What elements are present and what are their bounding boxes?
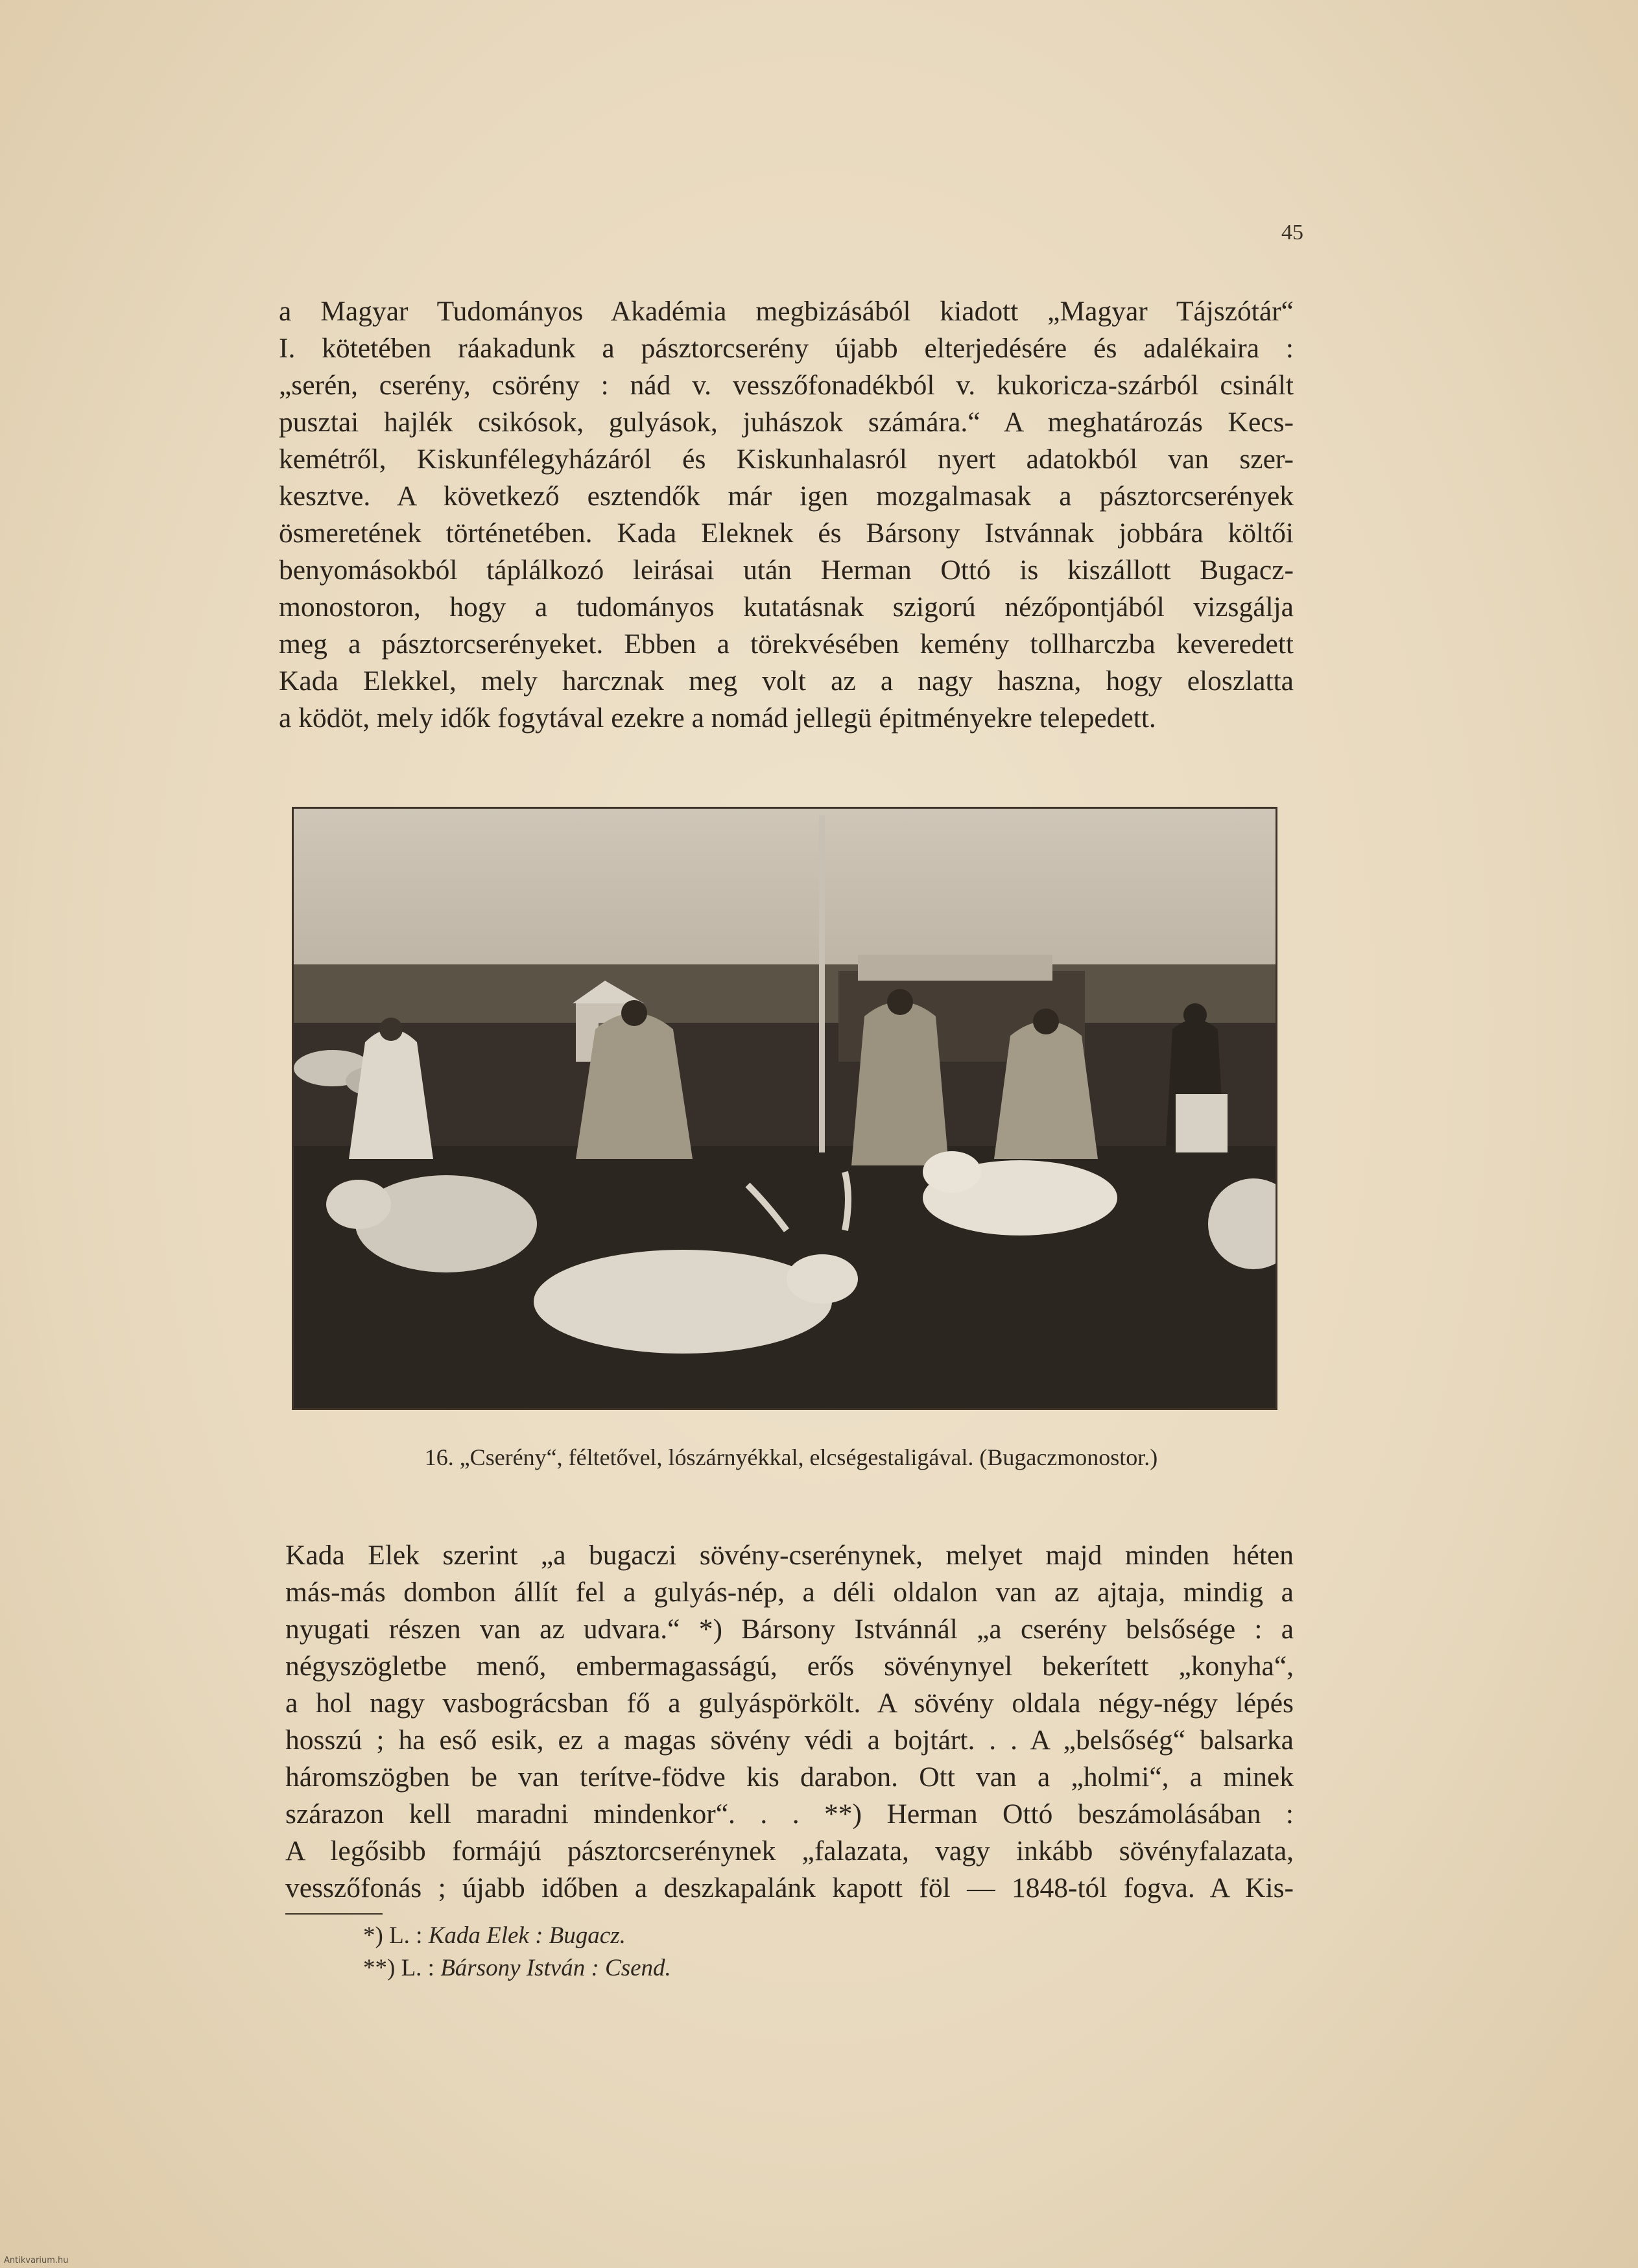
shepherd-cloak	[994, 1021, 1098, 1160]
ox-head	[923, 1151, 981, 1193]
ox-head	[326, 1180, 391, 1229]
text-line: Kada Elekkel, mely harcznak meg volt az a nagy haszna, hogy eloszlatta	[279, 665, 1294, 697]
shepherd-cloak	[851, 1002, 949, 1166]
text-line: A legősibb formájú pásztorcserénynek „falazata, vagy inkább sövényfalazata,	[285, 1835, 1294, 1867]
footnote-mark: *) L. :	[363, 1922, 423, 1949]
ox-horn	[845, 1172, 848, 1230]
footnote-1	[363, 1920, 1141, 1952]
text-line: monostoron, hogy a tudományos kutatásnak szigorú nézőpontjából vizsgálja	[279, 591, 1294, 623]
text-line: négyszögletbe menő, embermagasságú, erős sövénynyel bekerített „konyha“,	[285, 1651, 1294, 1682]
text-line: vesszőfonás ; újabb időben a deszkapalánk kapott föl — 1848-tól fogva. A Kis-	[285, 1872, 1294, 1904]
text-line: szárazon kell maradni mindenkor“. . . **) Herman Ottó beszámolásában :	[285, 1798, 1294, 1830]
paragraph-2	[285, 1537, 1294, 1907]
wagon-roof	[858, 955, 1052, 981]
paragraph-1	[279, 293, 1294, 737]
text-line: kesztve. A következő esztendők már igen mozgalmasak a pásztorcserények	[279, 481, 1294, 512]
page-number: 45	[1281, 221, 1303, 245]
text-line: pusztai hajlék csikósok, gulyások, juhászok számára.“ A meghatározás Kecs-	[279, 407, 1294, 438]
resting-ox	[534, 1250, 832, 1354]
text-line: nyugati részen van az udvara.“ *) Bársony Istvánnál „a cserény belsősége : a	[285, 1614, 1294, 1645]
shepherd-head	[379, 1018, 403, 1041]
ox-head	[787, 1254, 858, 1304]
text-line: a hol nagy vasbográcsban fő a gulyáspörkölt. A sövény oldala négy-négy lépés	[285, 1688, 1294, 1719]
footnote-reference: Kada Elek : Bugacz.	[428, 1922, 626, 1949]
shepherd-head	[621, 1000, 647, 1026]
tall-pole	[819, 815, 825, 1152]
text-line: hosszú ; ha eső esik, ez a magas sövény védi a bojtárt. . . A „belsőség“ balsarka	[285, 1725, 1294, 1756]
footnotes	[363, 1920, 1141, 1985]
text-line: Kada Elek szerint „a bugaczi sövény-cserénynek, melyet majd minden héten	[285, 1540, 1294, 1571]
text-line: ösmeretének történetében. Kada Eleknek és Bársony Istvánnak jobbára költői	[279, 518, 1294, 549]
photo-figure	[292, 807, 1277, 1410]
text-line: más-más dombon állít fel a gulyás-nép, a déli oldalon van az ajtaja, mindig a	[285, 1577, 1294, 1608]
footnote-reference: Bársony István : Csend.	[440, 1955, 671, 1981]
shepherd-head	[1183, 1003, 1207, 1027]
text-line: a ködöt, mely idők fogytával ezekre a nomád jellegü épitményekre telepedett.	[279, 702, 1156, 734]
shepherd-head	[887, 989, 913, 1015]
footnote-mark: **) L. :	[363, 1955, 434, 1981]
text-line: meg a pásztorcserényeket. Ebben a törekvésében kemény tollharczba keveredett	[279, 628, 1294, 660]
text-line: benyomásokból táplálkozó leirásai után Herman Ottó is kiszállott Bugacz-	[279, 555, 1294, 586]
text-line: kemétről, Kiskunfélegyházáról és Kiskunhalasról nyert adatokból van szer-	[279, 444, 1294, 475]
footnote-2	[363, 1952, 1141, 1985]
far-field	[294, 964, 1276, 1023]
text-line: „serén, cserény, csörény : nád v. vesszőfonadékból v. kukoricza-szárból csinált	[279, 370, 1294, 401]
shepherd-apron	[1176, 1094, 1228, 1152]
photo-illustration	[294, 809, 1276, 1408]
shepherd-head	[1033, 1009, 1059, 1034]
text-line: a Magyar Tudományos Akadémia megbizásából kiadott „Magyar Tájszótár“	[279, 296, 1294, 327]
watermark: Antikvarium.hu	[4, 2256, 69, 2265]
footnote-rule	[285, 1913, 383, 1915]
text-line: háromszögben be van terítve-födve kis darabon. Ott van a „holmi“, a minek	[285, 1761, 1294, 1793]
figure-caption: 16. „Cserény“, féltetővel, lószárnyékkal, elcségestaligával. (Bugaczmonostor.)	[424, 1444, 1158, 1470]
text-line: I. kötetében ráakadunk a pásztorcserény újabb elterjedésére és adalékaira :	[279, 333, 1294, 364]
